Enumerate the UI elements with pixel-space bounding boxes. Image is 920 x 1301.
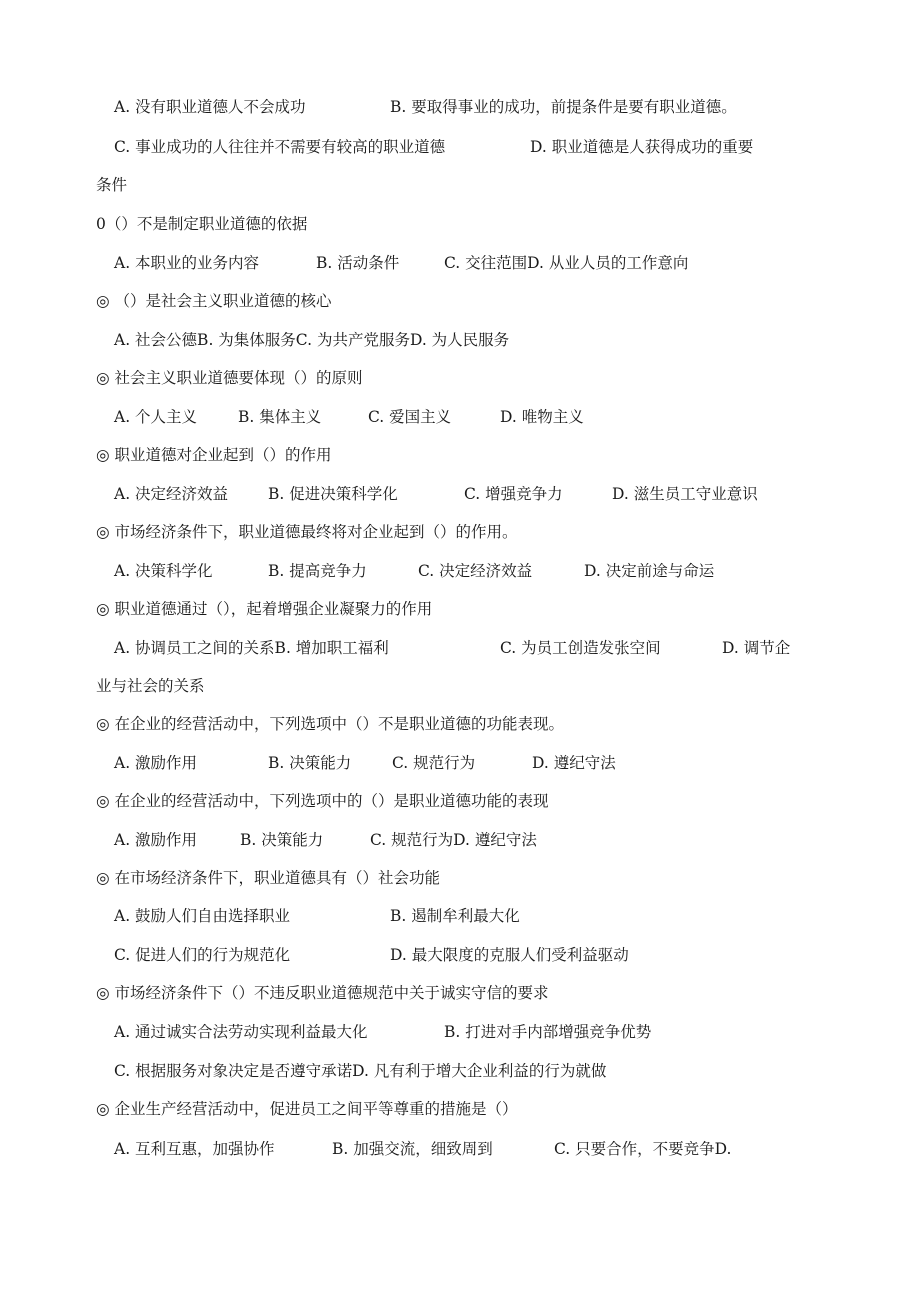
text-line (0, 1134, 920, 1164)
text-segment: 条件 (96, 176, 128, 194)
text-segment: A. 激励作用 (114, 831, 198, 849)
text-segment: A. 没有职业道德人不会成功 (114, 98, 306, 116)
text-segment: ◎ 在企业的经营活动中，下列选项中的（）是职业道德功能的表现 (96, 792, 549, 810)
text-segment: A. 个人主义 (114, 408, 198, 426)
text-line (0, 1056, 920, 1086)
text-line (0, 940, 920, 970)
text-line (0, 209, 920, 239)
text-line (0, 363, 920, 393)
text-line (0, 517, 920, 547)
text-segment: B. 集体主义 (238, 408, 322, 426)
text-segment: B. 提高竞争力 (268, 562, 367, 580)
text-segment: C. 规范行为 (392, 754, 476, 772)
text-segment: A. 通过诚实合法劳动实现利益最大化 (114, 1023, 368, 1041)
text-line (0, 92, 920, 122)
text-segment: C. 促进人们的行为规范化 (114, 946, 291, 964)
text-segment: 业与社会的关系 (96, 677, 205, 695)
text-segment: B. 遏制牟利最大化 (390, 907, 520, 925)
text-segment: B. 决策能力 (268, 754, 352, 772)
text-segment: A. 决策科学化 (114, 562, 213, 580)
text-line (0, 633, 920, 663)
text-line (0, 286, 920, 316)
text-segment: ◎ 社会主义职业道德要体现（）的原则 (96, 369, 363, 387)
text-line (0, 556, 920, 586)
text-segment: ◎ 在企业的经营活动中，下列选项中（）不是职业道德的功能表现。 (96, 715, 564, 733)
text-segment: A. 激励作用 (114, 754, 198, 772)
text-segment: ◎ 市场经济条件下，职业道德最终将对企业起到（）的作用。 (96, 523, 518, 541)
text-line (0, 748, 920, 778)
text-segment: A. 协调员工之间的关系B. 增加职工福利 (114, 639, 389, 657)
text-segment: B. 决策能力 (240, 831, 324, 849)
text-segment: ◎ 职业道德通过（），起着增强企业凝聚力的作用 (96, 600, 433, 618)
text-line (0, 479, 920, 509)
text-segment: ◎ 在市场经济条件下，职业道德具有（）社会功能 (96, 869, 440, 887)
text-line (0, 671, 920, 701)
text-line (0, 863, 920, 893)
text-segment: D. 滋生员工守业意识 (612, 485, 758, 503)
text-segment: A. 决定经济效益 (114, 485, 229, 503)
text-line (0, 402, 920, 432)
text-line (0, 978, 920, 1008)
text-segment: C. 决定经济效益 (418, 562, 533, 580)
text-segment: B. 加强交流，细致周到 (332, 1140, 493, 1158)
text-line (0, 248, 920, 278)
text-segment: C. 增强竞争力 (464, 485, 563, 503)
text-line (0, 825, 920, 855)
text-segment: A. 互利互惠，加强协作 (114, 1140, 275, 1158)
text-segment: A. 社会公德B. 为集体服务C. 为共产党服务D. 为人民服务 (114, 331, 510, 349)
text-segment: C. 爱国主义 (368, 408, 452, 426)
text-segment: B. 促进决策科学化 (268, 485, 398, 503)
text-line (0, 709, 920, 739)
text-line (0, 440, 920, 470)
text-segment: C. 根据服务对象决定是否遵守承诺D. 凡有利于增大企业利益的行为就做 (114, 1062, 607, 1080)
text-line (0, 901, 920, 931)
text-segment: ◎ 职业道德对企业起到（）的作用 (96, 446, 332, 464)
text-segment: D. 最大限度的克服人们受利益驱动 (390, 946, 629, 964)
text-segment: C. 只要合作，不要竞争D. (554, 1140, 732, 1158)
text-line (0, 786, 920, 816)
text-segment: ◎ （）是社会主义职业道德的核心 (96, 292, 332, 310)
text-line (0, 1094, 920, 1124)
text-line (0, 170, 920, 200)
text-segment: B. 要取得事业的成功，前提条件是要有职业道德。 (390, 98, 737, 116)
text-segment: C. 为员工创造发张空间 (500, 639, 661, 657)
text-segment: D. 唯物主义 (500, 408, 584, 426)
text-line (0, 1017, 920, 1047)
text-segment: D. 决定前途与命运 (584, 562, 715, 580)
text-segment: C. 事业成功的人往往并不需要有较高的职业道德 (114, 138, 446, 156)
text-line (0, 132, 920, 162)
text-segment: 0（）不是制定职业道德的依据 (96, 215, 308, 233)
text-segment: D. 调节企 (722, 639, 791, 657)
text-segment: B. 活动条件 (316, 254, 400, 272)
text-segment: A. 鼓励人们自由选择职业 (114, 907, 291, 925)
text-segment: B. 打进对手内部增强竞争优势 (444, 1023, 652, 1041)
text-line (0, 594, 920, 624)
text-segment: C. 交往范围D. 从业人员的工作意向 (444, 254, 689, 272)
text-line (0, 325, 920, 355)
text-segment: D. 职业道德是人获得成功的重要 (530, 138, 754, 156)
text-segment: D. 遵纪守法 (532, 754, 616, 772)
text-segment: C. 规范行为D. 遵纪守法 (370, 831, 537, 849)
text-segment: ◎ 企业生产经营活动中，促进员工之间平等尊重的措施是（） (96, 1100, 518, 1118)
text-segment: ◎ 市场经济条件下（）不违反职业道德规范中关于诚实守信的要求 (96, 984, 549, 1002)
text-segment: A. 本职业的业务内容 (114, 254, 260, 272)
